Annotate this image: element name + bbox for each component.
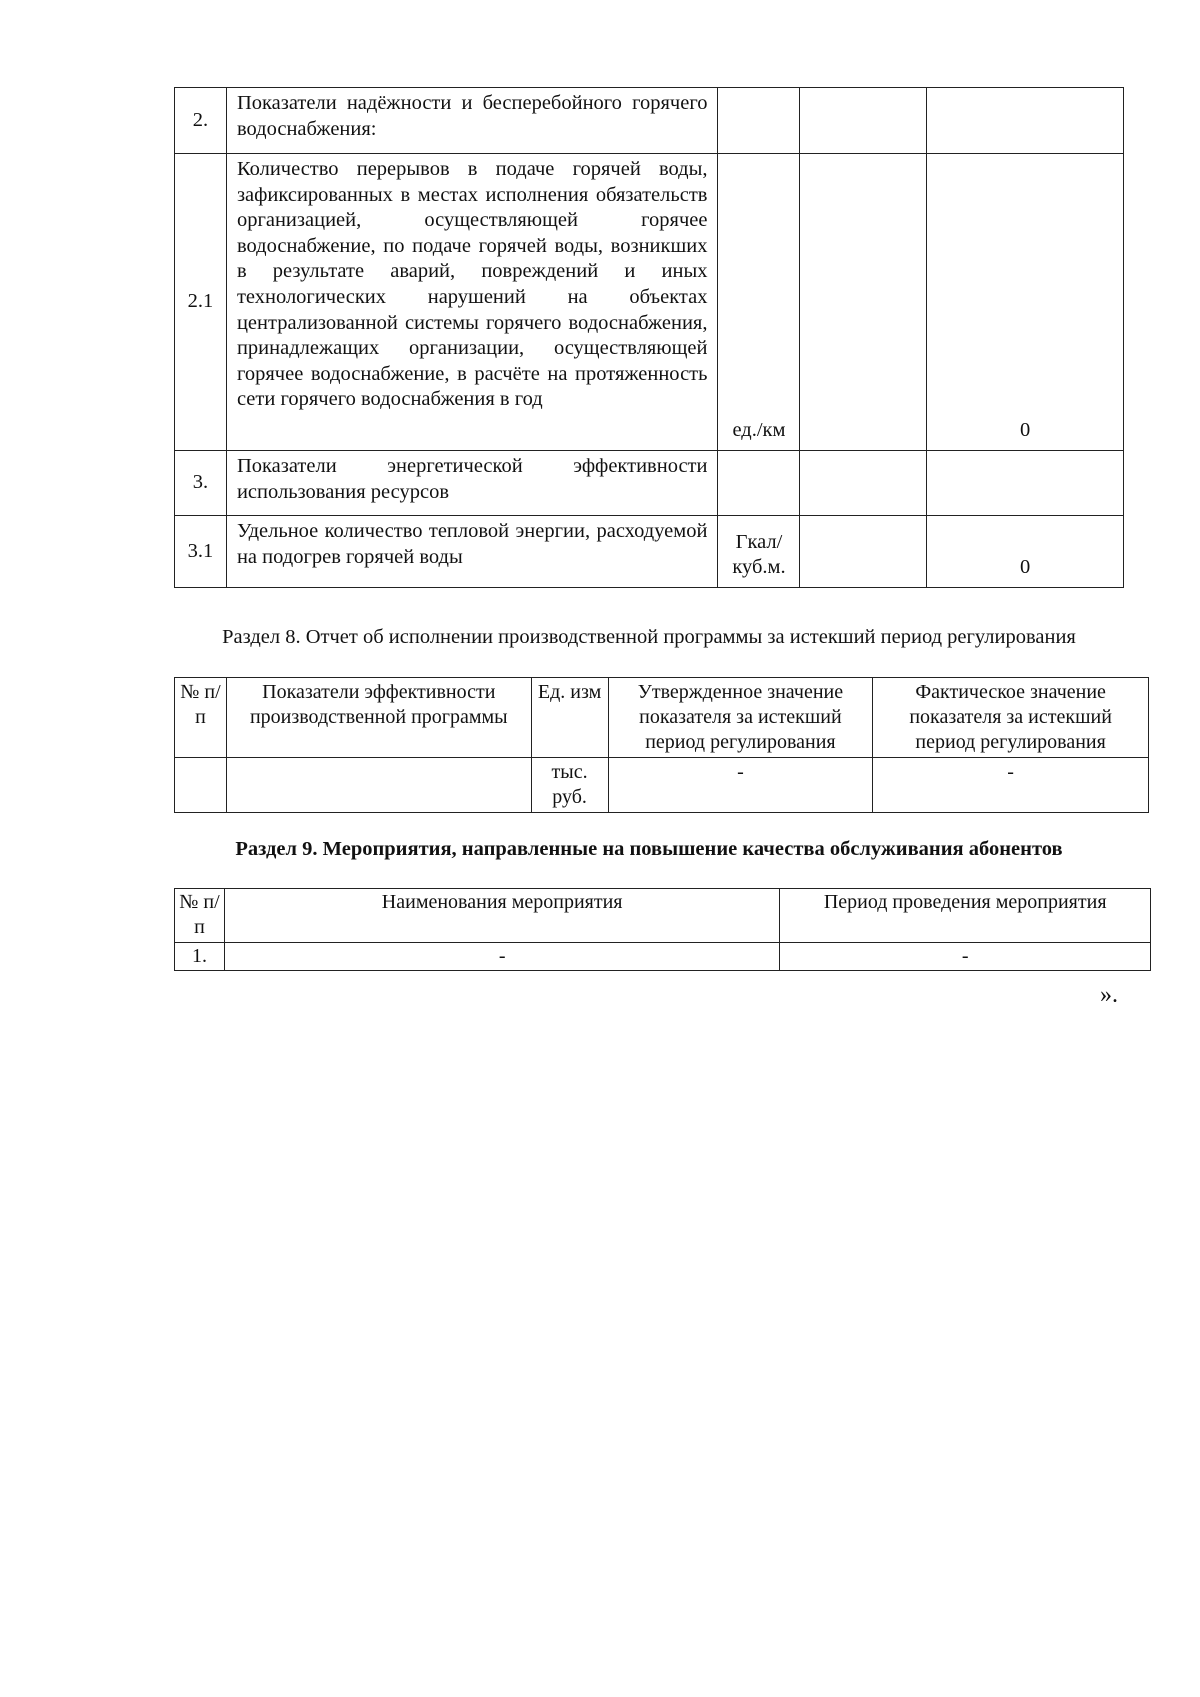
indicator-col4 bbox=[800, 516, 927, 588]
header-number: № п/п bbox=[175, 678, 227, 758]
table-row bbox=[175, 943, 1151, 971]
section-8-table bbox=[174, 677, 1149, 813]
indicator-unit bbox=[718, 451, 800, 516]
indicator-unit: ед./км bbox=[718, 154, 800, 451]
indicator-col4 bbox=[800, 154, 927, 451]
row-number: 3.1 bbox=[175, 516, 227, 588]
row-number bbox=[175, 758, 227, 813]
table-row bbox=[175, 154, 1124, 451]
row-number: 1. bbox=[175, 943, 225, 971]
indicator-col4 bbox=[800, 451, 927, 516]
section-9-title: Раздел 9. Мероприятия, направленные на повышение качества обслуживания абонентов bbox=[235, 838, 1063, 860]
row-approved: - bbox=[608, 758, 873, 813]
table-header-row bbox=[175, 678, 1149, 758]
indicator-name: Показатели энергетической эффективности использования ресурсов bbox=[226, 451, 718, 516]
indicator-value bbox=[927, 451, 1124, 516]
indicator-name: Количество перерывов в подаче горячей воды, зафиксированных в местах исполнения обязательств организацией, осуществляющей горячее водоснабжение, по подаче горячей воды, возникших в результате аварий, повреждений и иных технологических нарушений на объектах централизованной системы горячего водоснабжения, принадлежащих организации, осуществляющей горячее водоснабжение, в расчёте на протяженность сети горячего водоснабжения в год bbox=[226, 154, 718, 451]
table-header-row bbox=[175, 889, 1151, 943]
section-8-title: Раздел 8. Отчет об исполнении производственной программы за истекший период регулирования bbox=[222, 626, 1076, 648]
table-row bbox=[175, 88, 1124, 154]
header-number: № п/п bbox=[175, 889, 225, 943]
header-unit: Ед. изм bbox=[531, 678, 608, 758]
row-number: 2.1 bbox=[175, 154, 227, 451]
header-approved: Утвержденное значение показателя за истекший период регулирования bbox=[608, 678, 873, 758]
indicators-table bbox=[174, 87, 1124, 588]
header-actual: Фактическое значение показателя за истекший период регулирования bbox=[873, 678, 1149, 758]
row-event-name: - bbox=[224, 943, 779, 971]
table-row bbox=[175, 516, 1124, 588]
table-row bbox=[175, 758, 1149, 813]
header-period: Период проведения мероприятия bbox=[780, 889, 1151, 943]
row-unit: тыс. руб. bbox=[531, 758, 608, 813]
indicator-unit bbox=[718, 88, 800, 154]
section-9-table bbox=[174, 888, 1151, 971]
row-number: 3. bbox=[175, 451, 227, 516]
closing-quote: ». bbox=[1100, 982, 1118, 1008]
row-actual: - bbox=[873, 758, 1149, 813]
table-row bbox=[175, 451, 1124, 516]
indicator-name: Удельное количество тепловой энергии, расходуемой на подогрев горячей воды bbox=[226, 516, 718, 588]
indicator-name: Показатели надёжности и бесперебойного горячего водоснабжения: bbox=[226, 88, 718, 154]
indicator-value: 0 bbox=[927, 516, 1124, 588]
header-event-name: Наименования мероприятия bbox=[224, 889, 779, 943]
indicator-value bbox=[927, 88, 1124, 154]
row-number: 2. bbox=[175, 88, 227, 154]
indicator-value: 0 bbox=[927, 154, 1124, 451]
header-indicators: Показатели эффективности производственной программы bbox=[226, 678, 531, 758]
indicator-unit: Гкал/ куб.м. bbox=[718, 516, 800, 588]
indicator-col4 bbox=[800, 88, 927, 154]
row-name bbox=[226, 758, 531, 813]
row-period: - bbox=[780, 943, 1151, 971]
